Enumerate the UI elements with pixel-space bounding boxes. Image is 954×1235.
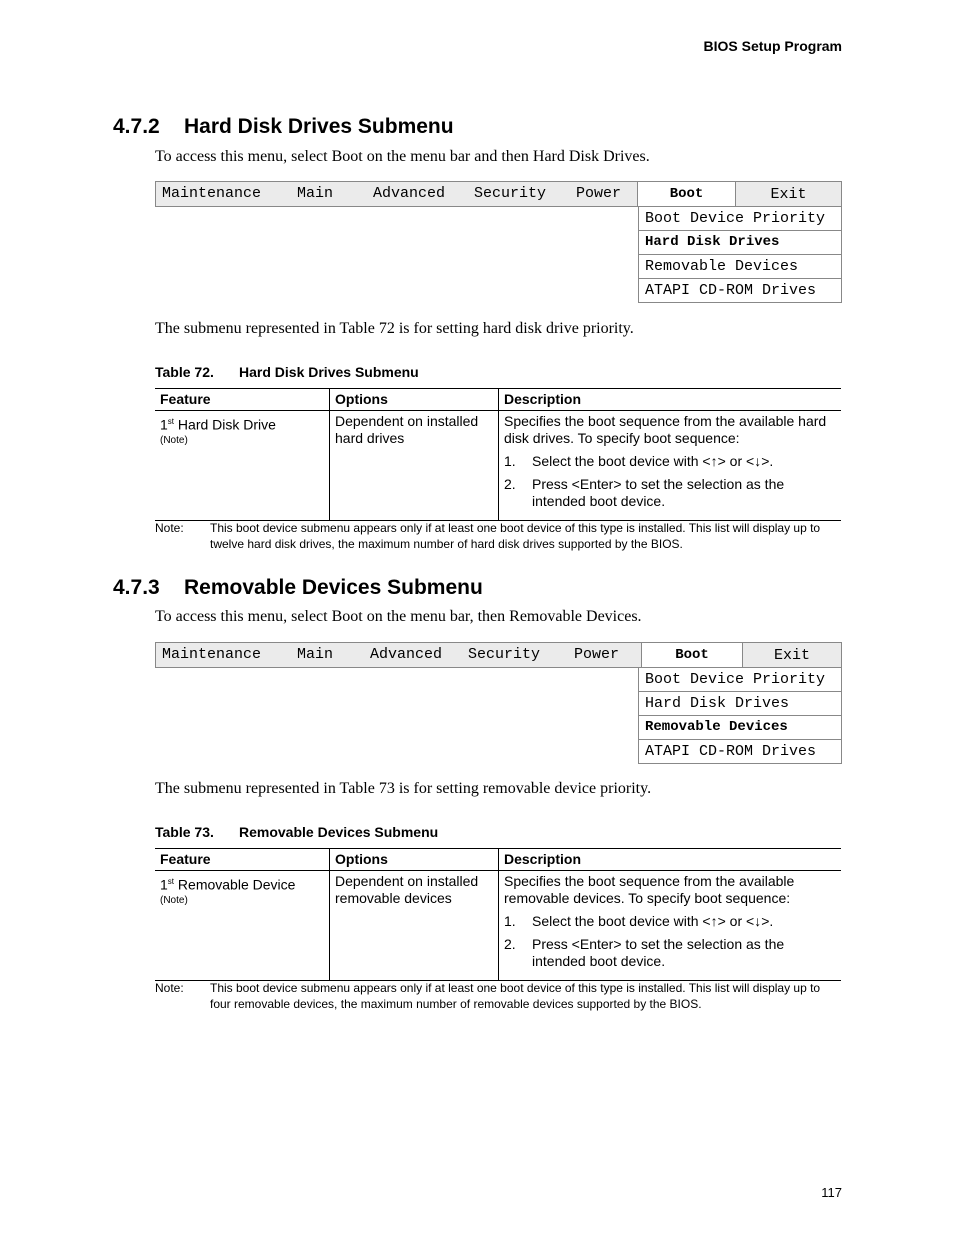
step-number: 2.	[504, 936, 516, 952]
submenu-item-atapi-cdrom-drives[interactable]: ATAPI CD-ROM Drives	[638, 740, 842, 764]
step-number: 2.	[504, 476, 516, 492]
step-list	[504, 913, 836, 970]
table-caption	[155, 824, 438, 840]
section-number: 4.7.3	[113, 576, 160, 599]
menu-item-security[interactable]: Security	[474, 185, 547, 202]
list-item	[504, 453, 836, 470]
description-text: Specifies the boot sequence from the available hard disk drives. To specify boot sequence:	[504, 413, 827, 446]
page-number: 117	[821, 1185, 842, 1200]
section-number: 4.7.2	[113, 115, 160, 138]
menu-bar-unselected	[155, 642, 642, 668]
table-reference-paragraph: The submenu represented in Table 73 is for setting removable device priority.	[155, 780, 652, 797]
bios-menu-bar	[155, 181, 842, 207]
running-header: BIOS Setup Program	[703, 38, 842, 54]
description-text: Specifies the boot sequence from the available removable devices. To specify boot sequence:	[504, 873, 795, 906]
boot-submenu	[638, 207, 842, 303]
table-note	[155, 980, 841, 1012]
note-label: Note:	[155, 981, 184, 995]
section-heading	[113, 576, 483, 600]
col-header-description: Description	[499, 389, 842, 411]
table-row	[155, 871, 841, 981]
list-item	[504, 936, 836, 970]
submenu-item-removable-devices-selected[interactable]: Removable Devices	[638, 716, 842, 740]
menu-item-security[interactable]: Security	[468, 646, 541, 663]
menu-item-main[interactable]: Main	[297, 185, 334, 202]
submenu-item-removable-devices[interactable]: Removable Devices	[638, 255, 842, 279]
submenu-item-atapi-cdrom-drives[interactable]: ATAPI CD-ROM Drives	[638, 279, 842, 303]
feature-name: Removable Device	[177, 876, 296, 893]
submenu-item-hard-disk-drives-selected[interactable]: Hard Disk Drives	[638, 231, 842, 255]
menu-item-exit[interactable]: Exit	[736, 181, 842, 207]
feature-note-ref: (Note)	[160, 894, 188, 906]
col-header-description: Description	[499, 849, 842, 871]
list-item	[504, 476, 836, 510]
feature-cell	[155, 411, 330, 521]
menu-item-boot-selected[interactable]: Boot	[638, 181, 736, 207]
section-title: Removable Devices Submenu	[184, 576, 483, 599]
feature-table	[155, 848, 841, 981]
options-cell: Dependent on installed removable devices	[330, 871, 499, 981]
step-text: Select the boot device with <↑> or <↓>.	[532, 913, 774, 929]
submenu-item-boot-device-priority[interactable]: Boot Device Priority	[638, 207, 842, 231]
step-text: Press <Enter> to set the selection as the intended boot device.	[532, 936, 785, 969]
table-title: Removable Devices Submenu	[239, 824, 439, 840]
menu-item-main[interactable]: Main	[297, 646, 334, 663]
submenu-item-hard-disk-drives[interactable]: Hard Disk Drives	[638, 692, 842, 716]
table-reference-paragraph: The submenu represented in Table 72 is for setting hard disk drive priority.	[155, 320, 634, 337]
description-cell	[499, 411, 842, 521]
step-number: 1.	[504, 913, 516, 929]
step-list	[504, 453, 836, 510]
intro-paragraph: To access this menu, select Boot on the menu bar, then Removable Devices.	[155, 608, 642, 625]
step-number: 1.	[504, 453, 516, 469]
col-header-options: Options	[330, 849, 499, 871]
intro-paragraph: To access this menu, select Boot on the menu bar and then Hard Disk Drives.	[155, 148, 650, 165]
menu-item-maintenance[interactable]: Maintenance	[162, 185, 262, 202]
menu-item-power[interactable]: Power	[574, 646, 620, 663]
menu-item-advanced[interactable]: Advanced	[373, 185, 446, 202]
section-heading	[113, 115, 454, 139]
description-cell	[499, 871, 842, 981]
feature-ordinal-suffix: st	[167, 877, 175, 886]
table-label: Table 73.	[155, 824, 214, 840]
feature-ordinal-suffix: st	[167, 417, 175, 426]
table-note	[155, 520, 841, 552]
table-caption	[155, 364, 419, 380]
note-text: This boot device submenu appears only if at least one boot device of this type is installed. This list will display up to twelve hard disk drives, the maximum number of hard disk drives supported by the BIOS.	[210, 521, 821, 551]
menu-item-exit[interactable]: Exit	[743, 642, 842, 668]
menu-bar-unselected	[155, 181, 638, 207]
col-header-options: Options	[330, 389, 499, 411]
col-header-feature: Feature	[155, 389, 330, 411]
options-cell: Dependent on installed hard drives	[330, 411, 499, 521]
table-title: Hard Disk Drives Submenu	[239, 364, 419, 380]
col-header-feature: Feature	[155, 849, 330, 871]
submenu-item-boot-device-priority[interactable]: Boot Device Priority	[638, 668, 842, 692]
menu-item-maintenance[interactable]: Maintenance	[162, 646, 262, 663]
menu-item-power[interactable]: Power	[576, 185, 622, 202]
bios-menu-bar	[155, 642, 842, 668]
menu-item-boot-selected[interactable]: Boot	[642, 642, 743, 668]
step-text: Press <Enter> to set the selection as the intended boot device.	[532, 476, 785, 509]
section-title: Hard Disk Drives Submenu	[184, 115, 454, 138]
feature-cell	[155, 871, 330, 981]
note-text: This boot device submenu appears only if at least one boot device of this type is installed. This list will display up to four removable devices, the maximum number of removable devices supported by the BIOS.	[210, 981, 821, 1011]
boot-submenu	[638, 668, 842, 764]
list-item	[504, 913, 836, 930]
feature-name: Hard Disk Drive	[177, 416, 276, 433]
feature-ordinal: 1	[160, 876, 168, 893]
table-label: Table 72.	[155, 364, 214, 380]
feature-note-ref: (Note)	[160, 434, 188, 446]
feature-table	[155, 388, 841, 521]
table-row	[155, 411, 841, 521]
menu-item-advanced[interactable]: Advanced	[370, 646, 443, 663]
step-text: Select the boot device with <↑> or <↓>.	[532, 453, 774, 469]
feature-ordinal: 1	[160, 416, 168, 433]
note-label: Note:	[155, 521, 184, 535]
